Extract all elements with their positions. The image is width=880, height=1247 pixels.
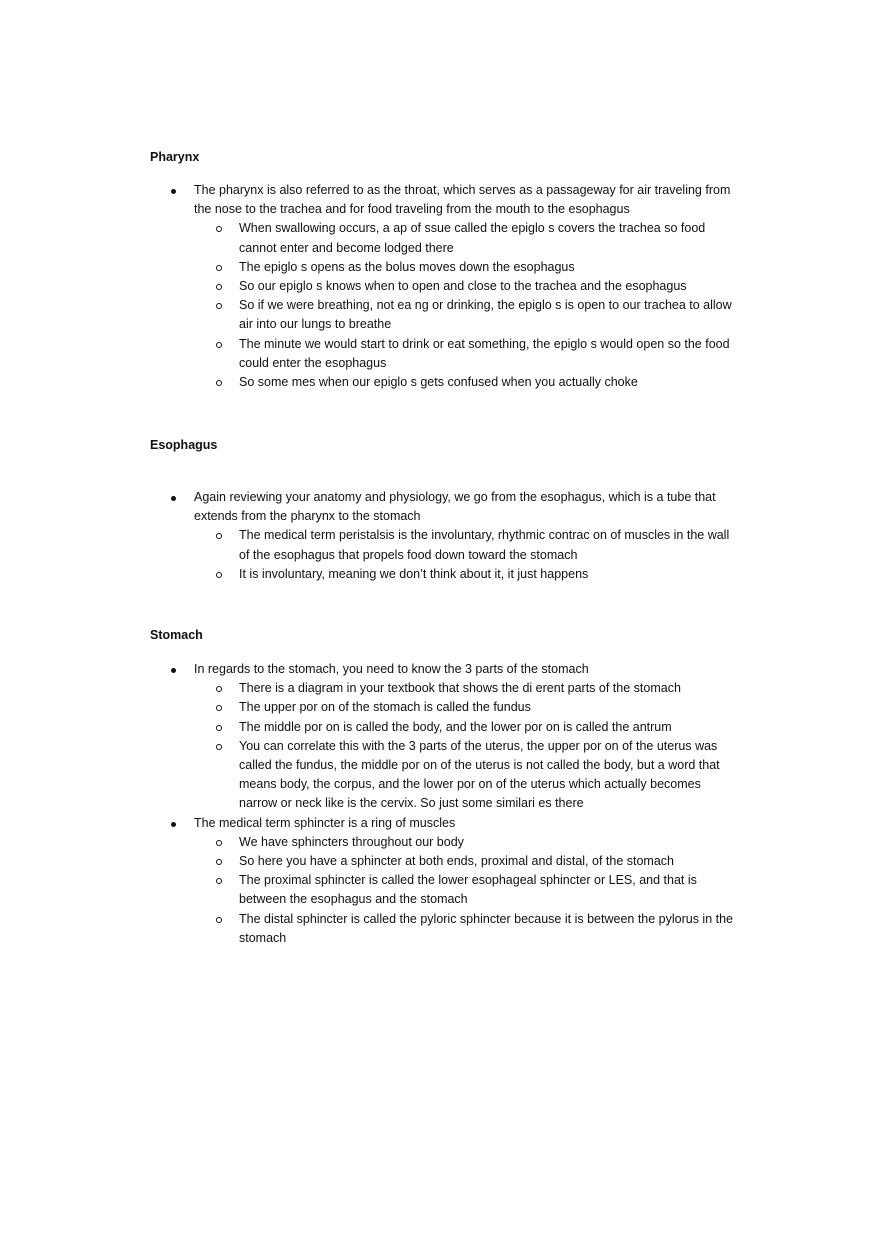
circle-bullet-icon [216,686,222,692]
sub-list [194,219,740,392]
bullet-icon [171,496,176,501]
sub-item-text: So here you have a sphincter at both ends, proximal and distal, of the stomach [239,854,674,869]
list-item [150,181,740,392]
sub-list-item [194,277,740,296]
list-item [150,488,740,584]
bullet-list [150,181,740,392]
list-item [150,814,740,948]
list-item-text: The medical term sphincter is a ring of muscles [194,815,456,830]
sub-list-item [194,852,740,871]
circle-bullet-icon [216,303,222,309]
sub-item-text: So our epiglo s knows when to open and close to the trachea and the esophagus [239,279,687,294]
sub-list-item [194,219,740,257]
sub-list [194,833,740,948]
list-item-text: In regards to the stomach, you need to know the 3 parts of the stomach [194,662,589,676]
section-heading: Pharynx [150,150,200,164]
circle-bullet-icon [216,226,222,232]
sub-item-text: You can correlate this with the 3 parts of the uterus, the upper por on of the uterus was called the fundus, the middle por on of the uterus is not called the body, but a word that means body, the corpus, and the lower por on of the uterus which actually becomes narrow or neck like is the cervix. So just some similari es there [239,738,720,811]
circle-bullet-icon [216,917,222,923]
section-heading: Stomach [150,628,203,642]
circle-bullet-icon [216,533,222,539]
section-stomach [150,626,740,948]
sub-list-item [194,871,740,909]
list-item-text: Again reviewing your anatomy and physiology, we go from the esophagus, which is a tube that extends from the pharynx to the stomach [194,490,716,524]
section-esophagus [150,436,740,584]
sub-list-item [194,335,740,373]
sub-list-item [194,526,740,564]
sub-item-text: It is involuntary, meaning we don’t think about it, it just happens [239,566,589,581]
circle-bullet-icon [216,380,222,386]
section-pharynx [150,148,740,392]
sub-list-item [194,296,740,334]
sub-list-item [194,258,740,277]
circle-bullet-icon [216,572,222,578]
sub-item-text: The epiglo s opens as the bolus moves down the esophagus [239,259,575,274]
sub-item-text: The medical term peristalsis is the involuntary, rhythmic contrac on of muscles in the wall of the esophagus that propels food down toward the stomach [239,528,730,562]
section-heading: Esophagus [150,438,218,452]
sub-list [194,526,740,584]
sub-item-text: There is a diagram in your textbook that shows the di erent parts of the stomach [239,681,681,696]
sub-list-item [194,910,740,948]
sub-list-item [194,737,740,814]
sub-list-item [194,718,740,737]
circle-bullet-icon [216,878,222,884]
sub-item-text: The minute we would start to drink or eat something, the epiglo s would open so the food could enter the esophagus [239,336,730,370]
sub-item-text: So if we were breathing, not ea ng or drinking, the epiglo s is open to our trachea to allow air into our lungs to breathe [239,298,732,332]
sub-list-item [194,698,740,717]
list-item [150,660,740,814]
circle-bullet-icon [216,840,222,846]
sub-item-text: So some mes when our epiglo s gets confused when you actually choke [239,375,638,390]
sub-item-text: The proximal sphincter is called the lower esophageal sphincter or LES, and that is between the esophagus and the stomach [239,873,697,907]
bullet-icon [171,822,176,827]
circle-bullet-icon [216,284,222,290]
sub-list-item [194,373,740,392]
bullet-list [150,488,740,584]
circle-bullet-icon [216,265,222,271]
circle-bullet-icon [216,705,222,711]
circle-bullet-icon [216,725,222,731]
circle-bullet-icon [216,859,222,865]
bullet-icon [171,189,176,194]
sub-item-text: We have sphincters throughout our body [239,834,464,849]
bullet-icon [171,668,176,673]
sub-item-text: When swallowing occurs, a ap of ssue called the epiglo s covers the trachea so food cannot enter and become lodged there [239,221,706,255]
sub-list-item [194,833,740,852]
circle-bullet-icon [216,342,222,348]
sub-item-text: The middle por on is called the body, and the lower por on is called the antrum [239,719,672,734]
bullet-list [150,660,740,948]
sub-list-item [194,565,740,584]
sub-item-text: The distal sphincter is called the pyloric sphincter because it is between the pylorus in the stomach [239,911,734,945]
sub-list-item [194,679,740,698]
circle-bullet-icon [216,744,222,750]
sub-list [194,679,740,813]
sub-item-text: The upper por on of the stomach is called the fundus [239,700,531,715]
list-item-text: The pharynx is also referred to as the throat, which serves as a passageway for air traveling from the nose to the trachea and for food traveling from the mouth to the esophagus [194,183,731,217]
